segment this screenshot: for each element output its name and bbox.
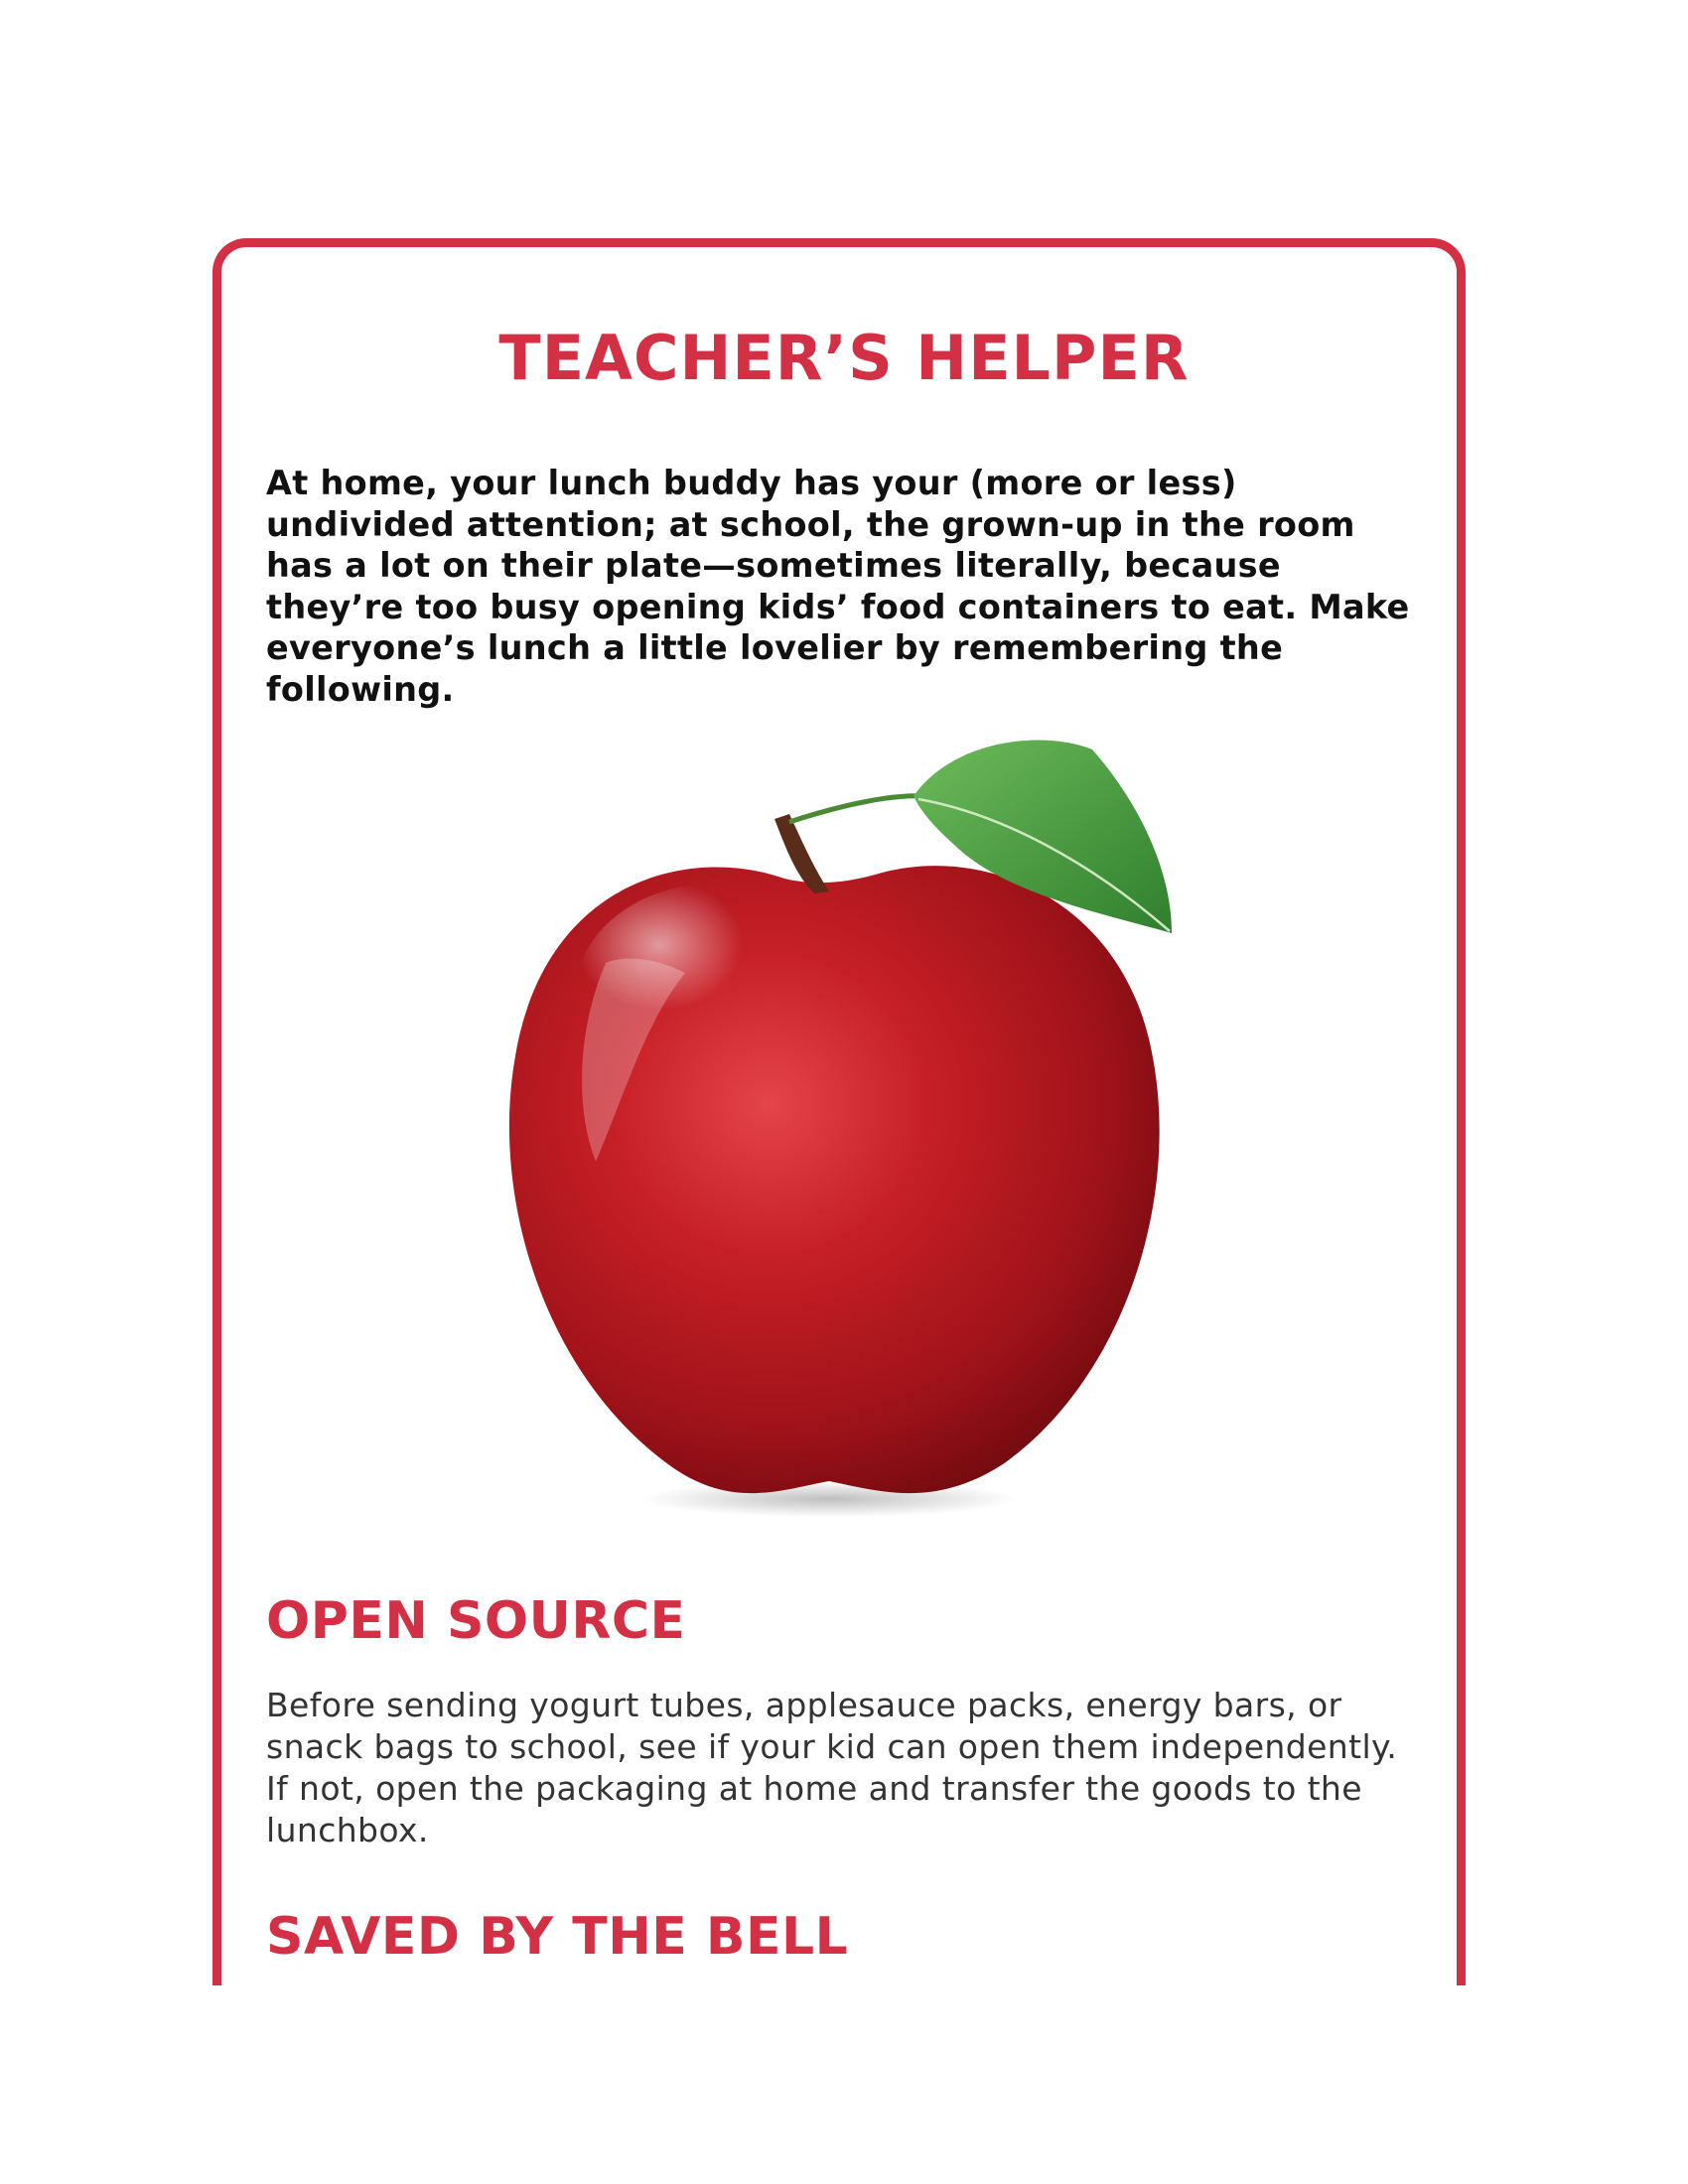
apple-illustration [487, 735, 1201, 1529]
section-heading-saved-by-the-bell: SAVED BY THE BELL [266, 1907, 849, 1967]
page-cutoff-mask [204, 1985, 1484, 2184]
section-heading-open-source: OPEN SOURCE [266, 1591, 686, 1651]
intro-paragraph: At home, your lunch buddy has your (more or less) undivided attention; at school, the grown-up in the room has a lot on their plate—sometimes literally, because they’re too busy opening kids’ food containers to eat. Make everyone’s lunch a little lovelier by remembering the following. [266, 464, 1410, 709]
page-title: TEACHER’S HELPER [498, 322, 1190, 394]
section-body-open-source: Before sending yogurt tubes, applesauce packs, energy bars, or snack bags to school, see if your kid can open them independently. If not, open the packaging at home and transfer the goods to the lunchbox. [266, 1686, 1398, 1849]
